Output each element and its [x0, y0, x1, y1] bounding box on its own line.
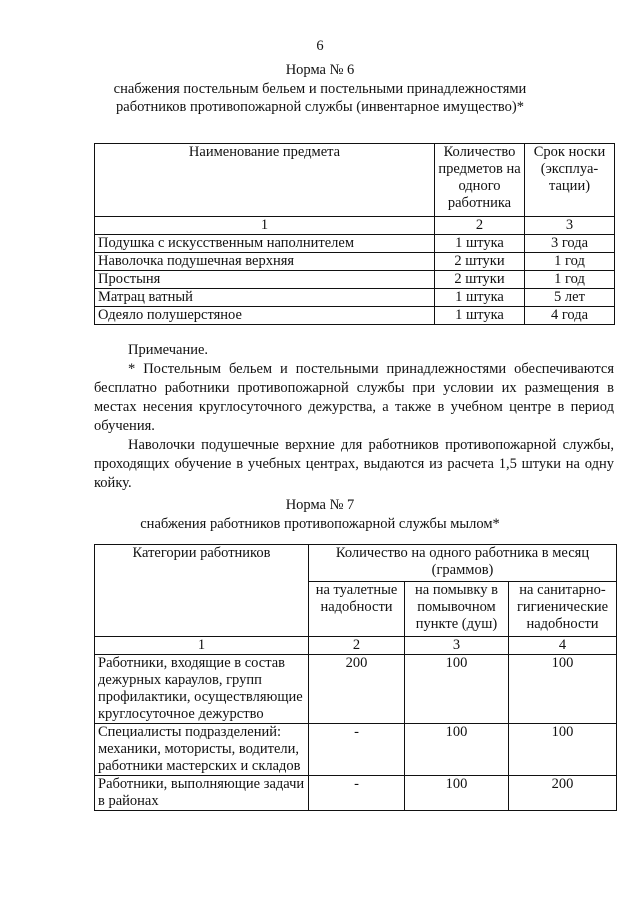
note-1: * Постельным бельем и постельными принадлежностями обеспечиваются бесплатно работники противопожарной службы при условии их размещения в местах несения круглосуточного дежурства, а также в учебном центре в период обучения. [94, 361, 614, 434]
norm6-item-name: Матрац ватный [95, 289, 435, 307]
norm7-col-number: 1 [95, 637, 309, 655]
norm7-subheader-shower: на помывку в помывочном пункте (душ) [405, 582, 509, 637]
norm6-item-qty: 2 штуки [435, 253, 525, 271]
norm7-category: Специалисты подразделений: механики, мотористы, водители, работники мастерских и складов [95, 724, 309, 776]
notes-heading: Примечание. [128, 342, 209, 358]
norm6-header-term: Срок носки (эксплуа-тации) [525, 144, 615, 217]
table-row [95, 724, 617, 776]
page-number: 6 [316, 38, 324, 54]
table-row [95, 776, 617, 811]
norm7-table [94, 544, 617, 811]
note-2: Наволочки подушечные верхние для работников противопожарной службы, проходящих обучение в учебных центрах, выдаются из расчета 1,5 штуки на одну койку. [94, 437, 614, 491]
norm6-header-item: Наименование предмета [95, 144, 435, 217]
norm7-number-row [95, 637, 617, 655]
norm7-col-number: 2 [309, 637, 405, 655]
table-row [95, 253, 615, 271]
norm7-category: Работники, входящие в состав дежурных караулов, групп профилактики, осуществляющие круглосуточное дежурство [95, 655, 309, 724]
norm7-shower-value: 100 [405, 655, 509, 724]
norm6-item-name: Простыня [95, 271, 435, 289]
norm7-col-number: 4 [509, 637, 617, 655]
norm7-toilet-value: 200 [309, 655, 405, 724]
norm6-item-term: 1 год [525, 253, 615, 271]
table-row [95, 655, 617, 724]
norm6-title: Норма № 6 [285, 62, 355, 78]
norm7-sanitary-value: 200 [509, 776, 617, 811]
table-row [95, 307, 615, 325]
norm7-header-row [95, 545, 617, 582]
norm6-col-number: 3 [525, 217, 615, 235]
norm6-item-term: 5 лет [525, 289, 615, 307]
norm6-header-row [95, 144, 615, 217]
norm6-header-quantity: Количество предметов на одного работника [435, 144, 525, 217]
norm7-subtitle: снабжения работников противопожарной службы мылом* [140, 516, 500, 532]
norm7-sanitary-value: 100 [509, 655, 617, 724]
norm7-subheader-toilet: на туалетные надобности [309, 582, 405, 637]
norm6-col-number: 2 [435, 217, 525, 235]
norm6-subtitle [0, 80, 640, 116]
norm6-item-name: Наволочка подушечная верхняя [95, 253, 435, 271]
notes-block [94, 341, 614, 493]
norm6-item-term: 4 года [525, 307, 615, 325]
norm6-item-qty: 1 штука [435, 235, 525, 253]
norm7-header-quantity: Количество на одного работника в месяц (граммов) [309, 545, 617, 582]
table-row [95, 235, 615, 253]
norm6-subtitle-line1: снабжения постельным бельем и постельными принадлежностями [113, 81, 527, 97]
norm6-item-name: Одеяло полушерстяное [95, 307, 435, 325]
norm6-col-number: 1 [95, 217, 435, 235]
norm7-shower-value: 100 [405, 776, 509, 811]
norm7-category: Работники, выполняющие задачи в районах [95, 776, 309, 811]
norm6-subtitle-line2: работников противопожарной службы (инвентарное имущество)* [116, 99, 524, 115]
norm6-item-qty: 2 штуки [435, 271, 525, 289]
norm7-subheader-sanitary: на санитарно-гигиенические надобности [509, 582, 617, 637]
norm7-shower-value: 100 [405, 724, 509, 776]
norm7-sanitary-value: 100 [509, 724, 617, 776]
norm6-item-term: 1 год [525, 271, 615, 289]
norm6-number-row [95, 217, 615, 235]
norm7-header-category: Категории работников [95, 545, 309, 637]
norm6-item-term: 3 года [525, 235, 615, 253]
norm7-toilet-value: - [309, 724, 405, 776]
norm7-toilet-value: - [309, 776, 405, 811]
table-row [95, 271, 615, 289]
table-row [95, 289, 615, 307]
norm7-title: Норма № 7 [285, 497, 355, 513]
norm6-item-name: Подушка с искусственным наполнителем [95, 235, 435, 253]
norm6-item-qty: 1 штука [435, 307, 525, 325]
norm6-table [94, 143, 615, 325]
norm6-item-qty: 1 штука [435, 289, 525, 307]
norm7-col-number: 3 [405, 637, 509, 655]
